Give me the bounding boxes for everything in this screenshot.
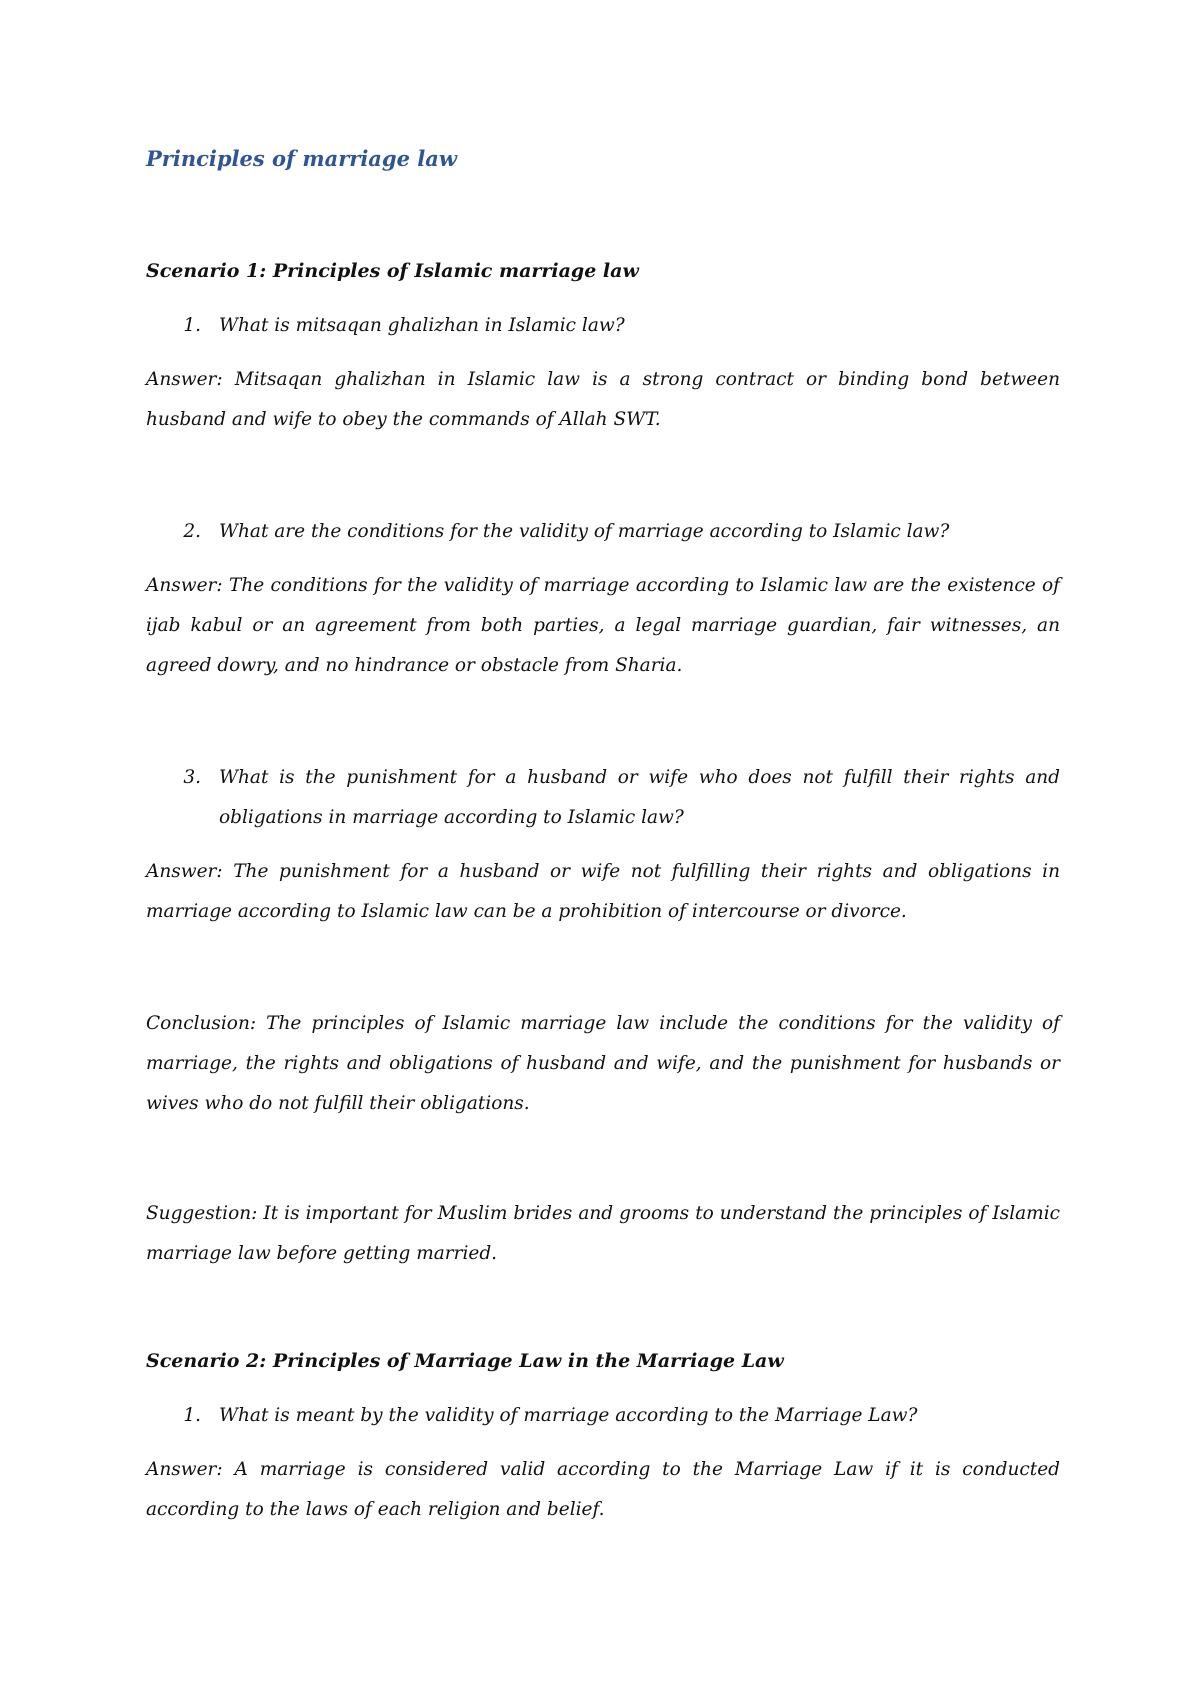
question-text: What is mitsaqan ghalizhan in Islamic law? bbox=[219, 315, 625, 336]
scenario-1-answer-1: Answer: Mitsaqan ghalizhan in Islamic law is a strong contract or binding bond between husband and wife to obey the commands of Allah SWT. bbox=[146, 369, 1060, 430]
scenario-1-suggestion: Suggestion: It is important for Muslim brides and grooms to understand the principles of Islamic marriage law before getting married. bbox=[146, 1203, 1060, 1264]
scenario-1-question-1 bbox=[146, 306, 1060, 346]
scenario-1-conclusion: Conclusion: The principles of Islamic marriage law include the conditions for the validity of marriage, the rights and obligations of husband and wife, and the punishment for husbands or wives who do not fulfill their obligations. bbox=[146, 1013, 1060, 1114]
question-text: What are the conditions for the validity of marriage according to Islamic law? bbox=[219, 521, 950, 542]
scenario-2-question-1 bbox=[146, 1396, 1060, 1436]
scenario-1-question-3 bbox=[146, 758, 1060, 838]
scenario-1-question-2 bbox=[146, 512, 1060, 552]
scenario-2-heading: Scenario 2: Principles of Marriage Law in the Marriage Law bbox=[146, 1350, 784, 1372]
scenario-1-answer-3: Answer: The punishment for a husband or wife not fulfilling their rights and obligations in marriage according to Islamic law can be a prohibition of intercourse or divorce. bbox=[146, 861, 1060, 922]
question-number: 1. bbox=[183, 315, 201, 336]
question-number: 3. bbox=[183, 767, 201, 788]
question-number: 2. bbox=[183, 521, 201, 542]
document-title: Principles of marriage law bbox=[146, 146, 457, 171]
scenario-1-answer-2: Answer: The conditions for the validity of marriage according to Islamic law are the existence of ijab kabul or an agreement from both parties, a legal marriage guardian, fair witnesses, an agreed dowry, and no hindrance or obstacle from Sharia. bbox=[146, 575, 1060, 676]
question-text: What is the punishment for a husband or wife who does not fulfill their rights and obligations in marriage according to Islamic law? bbox=[219, 767, 1060, 828]
scenario-2-answer-1: Answer: A marriage is considered valid according to the Marriage Law if it is conducted according to the laws of each religion and belief. bbox=[146, 1459, 1060, 1520]
scenario-1-heading: Scenario 1: Principles of Islamic marriage law bbox=[146, 260, 639, 282]
question-number: 1. bbox=[183, 1405, 201, 1426]
question-text: What is meant by the validity of marriage according to the Marriage Law? bbox=[219, 1405, 918, 1426]
